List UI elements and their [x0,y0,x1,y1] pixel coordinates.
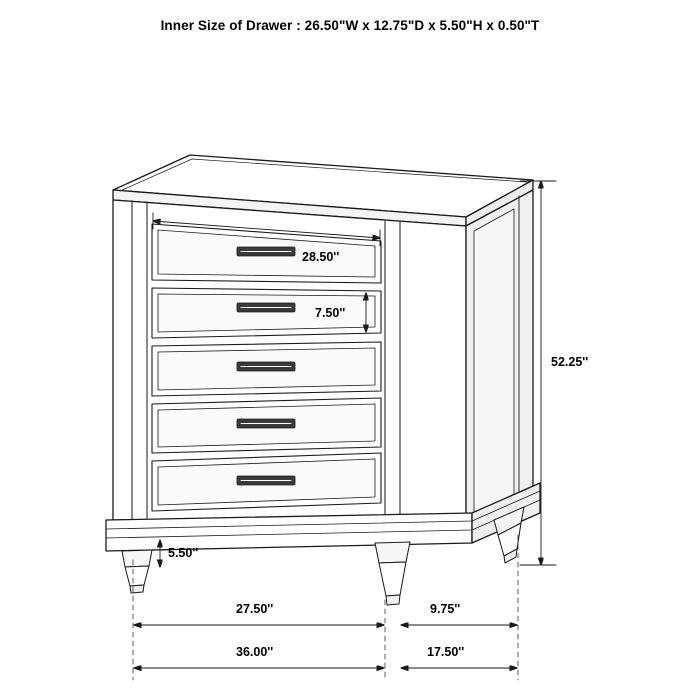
page-title: Inner Size of Drawer : 26.50"W x 12.75"D x 5.50"H x 0.50"T [160,18,540,33]
dim-label-side-depth: 9.75'' [430,602,461,616]
dim-label-front-width: 27.50'' [236,602,274,616]
drawer-2 [152,288,381,338]
dim-label-overall-width: 36.00'' [236,645,274,659]
leg-front-left [122,550,152,593]
drawer-4 [152,398,381,453]
drawer-3 [152,342,381,396]
dim-label-leg-height: 5.50'' [168,546,199,560]
side-panel-recess [474,209,514,517]
dim-label-overall-depth: 17.50'' [427,645,465,659]
drawer-5 [152,453,381,511]
leg-front-right [375,542,410,605]
dim-label-drawer-height: 7.50'' [315,306,346,320]
dim-label-drawer-width: 28.50'' [302,250,340,264]
dim-label-total-height: 52.25'' [551,355,589,369]
